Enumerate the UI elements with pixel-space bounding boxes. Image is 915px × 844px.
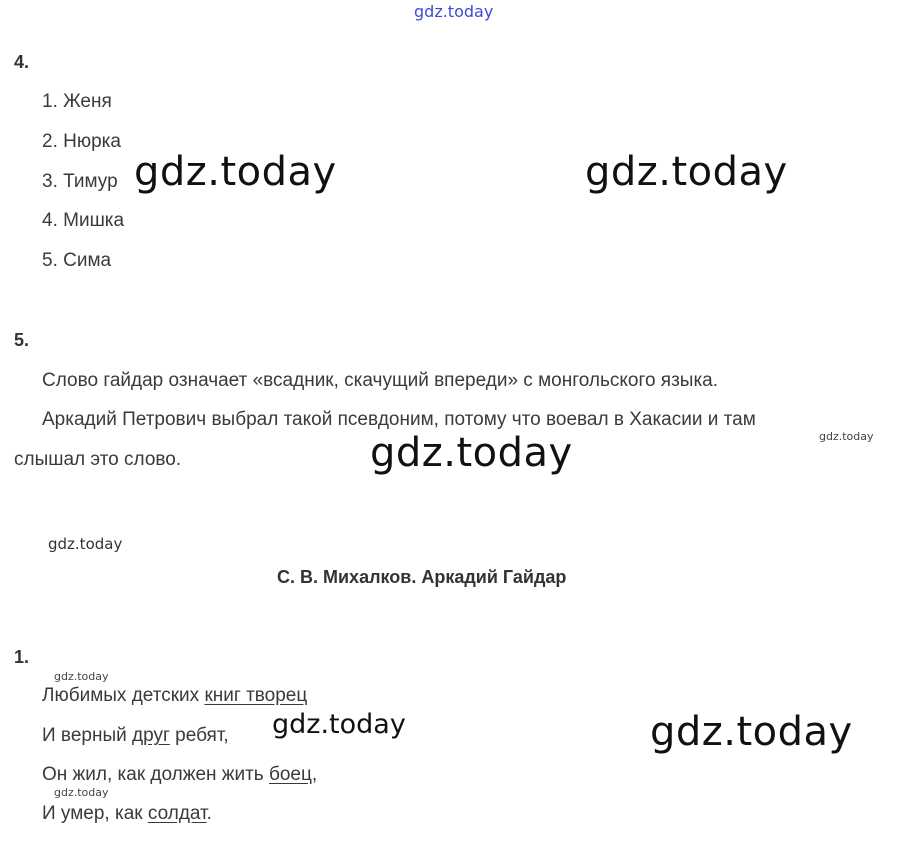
list-item: 1. Женя	[42, 91, 112, 112]
watermark-top: gdz.today	[414, 2, 494, 21]
list-item: 4. Мишка	[42, 210, 125, 231]
list-item: 2. Нюрка	[42, 131, 121, 152]
watermark: gdz.today	[585, 149, 788, 195]
poem-line: И умер, как солдат.	[42, 803, 212, 824]
poem-line: Любимых детских книг творец	[42, 685, 308, 706]
watermark: gdz.today	[48, 535, 123, 553]
watermark: gdz.today	[650, 709, 853, 755]
section-4-number: 4.	[14, 52, 30, 72]
list-item: 5. Сима	[42, 250, 112, 271]
watermark: gdz.today	[370, 430, 573, 476]
paragraph-line: Слово гайдар означает «всадник, скачущий впереди» с монгольского языка.	[42, 370, 719, 391]
section-1-number: 1.	[14, 647, 30, 667]
underlined-word: книг творец	[204, 685, 308, 706]
watermark: gdz.today	[272, 709, 406, 740]
list-item: 3. Тимур	[42, 171, 118, 192]
section-5-number: 5.	[14, 330, 30, 350]
watermark: gdz.today	[54, 670, 109, 683]
poem-line: И верный друг ребят,	[42, 725, 229, 746]
underlined-word: солдат	[147, 803, 207, 824]
poem-line: Он жил, как должен жить боец,	[42, 764, 318, 785]
paragraph-line: Аркадий Петрович выбрал такой псевдоним, потому что воевал в Хакасии и там	[42, 409, 756, 430]
section-heading: С. В. Михалков. Аркадий Гайдар	[277, 567, 567, 587]
watermark: gdz.today	[819, 430, 874, 443]
underlined-word: друг	[132, 725, 170, 746]
watermark: gdz.today	[134, 149, 337, 195]
watermark: gdz.today	[54, 786, 109, 799]
paragraph-line: слышал это слово.	[14, 449, 182, 470]
underlined-word: боец	[268, 764, 312, 785]
